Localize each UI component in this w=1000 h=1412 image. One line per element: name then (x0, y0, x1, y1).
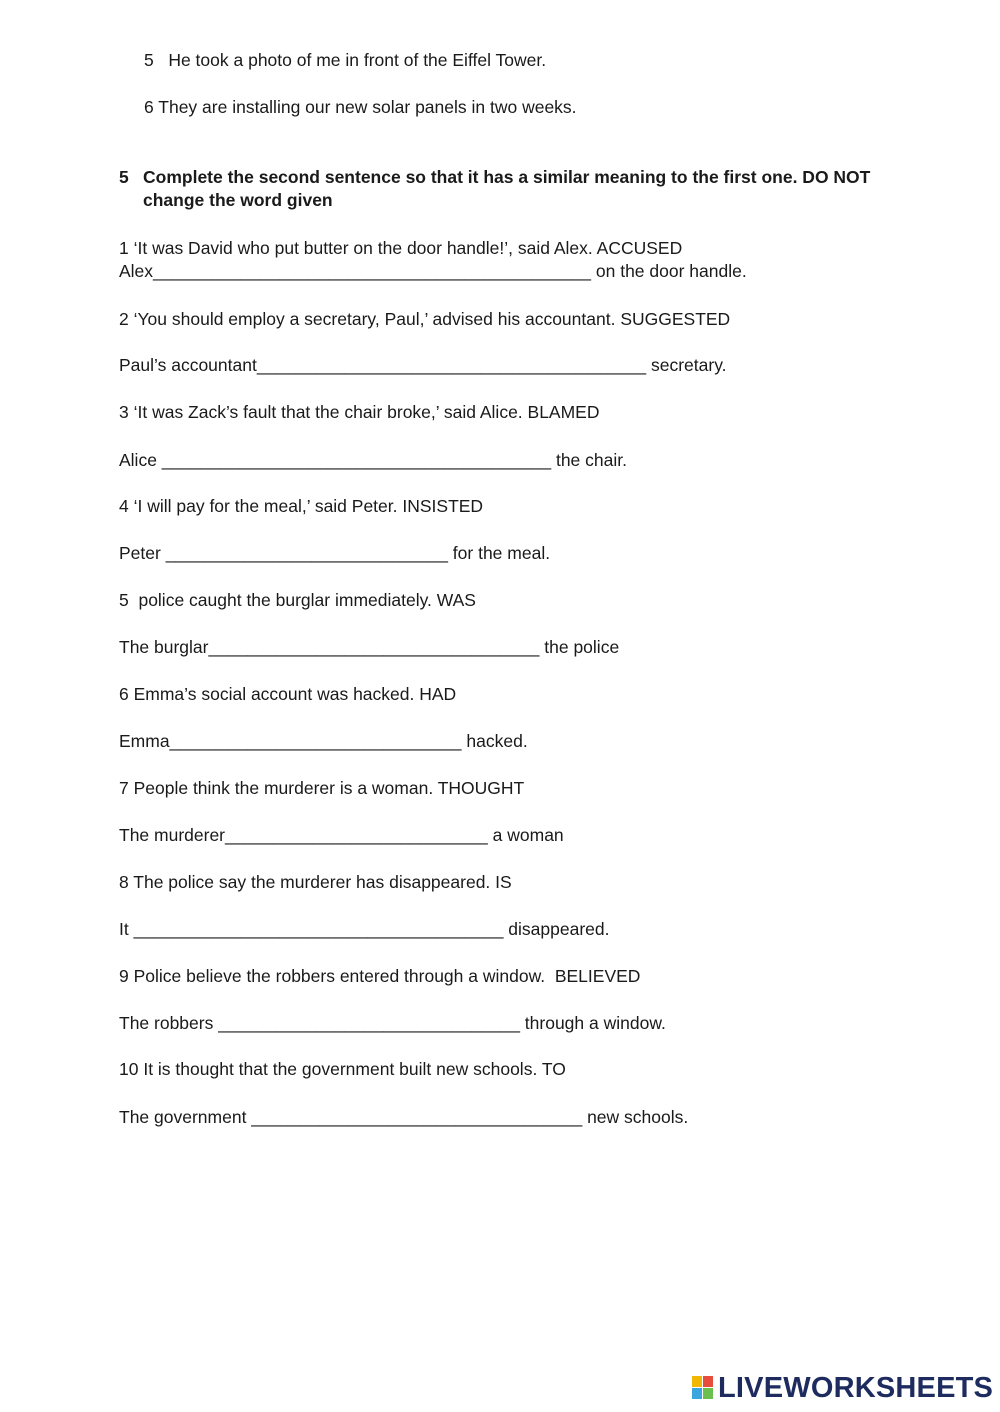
item-3-answer[interactable]: Alice ________________________________________ the chair. (119, 450, 627, 470)
item-5-answer[interactable]: The burglar__________________________________ the police (119, 637, 620, 657)
liveworksheets-logo-icon (692, 1376, 714, 1400)
item-8-prompt: 8 The police say the murderer has disappeared. IS (119, 872, 512, 892)
item-5-prompt: 5 police caught the burglar immediately. WAS (119, 590, 476, 610)
item-7-prompt: 7 People think the murderer is a woman. THOUGHT (119, 778, 525, 798)
prev-item-6: 6 They are installing our new solar panels in two weeks. (144, 97, 577, 117)
prev-item-5: 5 He took a photo of me in front of the Eiffel Tower. (144, 50, 547, 70)
logo-square-yellow (692, 1376, 702, 1387)
liveworksheets-logo (692, 1373, 993, 1403)
item-9-prompt: 9 Police believe the robbers entered through a window. BELIEVED (119, 966, 641, 986)
section-instruction: Complete the second sentence so that it has a similar meaning to the first one. DO NOT change the word given (143, 167, 871, 210)
logo-square-green (703, 1388, 713, 1399)
liveworksheets-logo-text: LIVEWORKSHEETS (718, 1372, 994, 1404)
item-2-prompt: 2 ‘You should employ a secretary, Paul,’ advised his accountant. SUGGESTED (119, 309, 731, 329)
item-10-prompt: 10 It is thought that the government built new schools. TO (119, 1059, 566, 1079)
item-8-answer[interactable]: It ______________________________________ disappeared. (119, 919, 610, 939)
logo-square-blue (692, 1388, 702, 1399)
logo-square-red (703, 1376, 713, 1387)
item-6-prompt: 6 Emma’s social account was hacked. HAD (119, 684, 457, 704)
item-6-answer[interactable]: Emma______________________________ hacked. (119, 731, 528, 751)
item-2-answer[interactable]: Paul’s accountant________________________________________ secretary. (119, 355, 727, 375)
item-1-prompt: 1 ‘It was David who put butter on the door handle!’, said Alex. ACCUSED (119, 238, 683, 258)
section-heading (119, 166, 899, 214)
item-3-prompt: 3 ‘It was Zack’s fault that the chair broke,’ said Alice. BLAMED (119, 402, 600, 422)
item-7-answer[interactable]: The murderer___________________________ a woman (119, 825, 564, 845)
item-10-answer[interactable]: The government __________________________________ new schools. (119, 1107, 689, 1127)
item-4-answer[interactable]: Peter _____________________________ for the meal. (119, 543, 551, 563)
item-1-answer[interactable]: Alex_____________________________________________ on the door handle. (119, 261, 747, 281)
section-number: 5 (119, 167, 129, 187)
item-4-prompt: 4 ‘I will pay for the meal,’ said Peter. INSISTED (119, 496, 484, 516)
item-9-answer[interactable]: The robbers _______________________________ through a window. (119, 1013, 666, 1033)
